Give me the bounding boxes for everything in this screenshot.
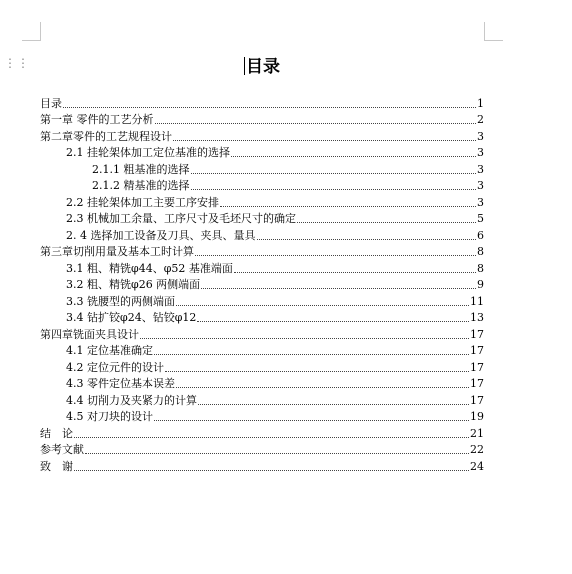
toc-entry-page-number: 8 — [477, 245, 484, 258]
toc-entry[interactable] — [40, 243, 484, 260]
toc-dot-leader — [234, 272, 476, 273]
toc-entry-page-number: 17 — [470, 377, 484, 390]
toc-entry[interactable] — [40, 210, 484, 227]
toc-entry-page-number: 9 — [477, 278, 484, 291]
toc-entry-page-number: 22 — [470, 443, 484, 456]
toc-title-text: 目录 — [246, 57, 280, 77]
toc-entry[interactable] — [40, 276, 484, 293]
toc-entry-page-number: 13 — [470, 311, 484, 324]
toc-entry-label: 4.5 对刀块的设计 — [66, 410, 153, 423]
toc-entry-page-number: 17 — [470, 393, 484, 407]
toc-entry-page-number: 21 — [470, 426, 484, 440]
toc-entry-label: 结 论 — [40, 426, 73, 440]
toc-dot-leader — [176, 387, 469, 388]
toc-entry[interactable] — [40, 226, 484, 243]
toc-entry-page-number: 19 — [470, 410, 484, 423]
toc-dot-leader — [165, 371, 469, 372]
toc-entry-page-number: 3 — [477, 129, 484, 143]
toc-entry-label: 2.1 挂轮架体加工定位基准的选择 — [66, 146, 230, 159]
toc-dot-leader — [197, 321, 469, 322]
toc-entry[interactable] — [40, 177, 484, 194]
toc-entry[interactable] — [40, 375, 484, 392]
toc-dot-leader — [154, 420, 469, 421]
toc-title[interactable] — [0, 56, 524, 78]
toc-entry-page-number: 11 — [470, 294, 484, 308]
toc-dot-leader — [191, 189, 477, 190]
toc-dot-leader — [231, 156, 476, 157]
toc-entry-label: 4.2 定位元件的设计 — [66, 360, 164, 374]
toc-entry-label: 4.1 定位基准确定 — [66, 344, 153, 357]
toc-entry-page-number: 6 — [477, 228, 484, 242]
toc-entry[interactable] — [40, 358, 484, 375]
toc-entry-page-number: 3 — [477, 179, 484, 192]
toc-entry-page-number: 24 — [470, 459, 484, 473]
toc-entry-page-number: 17 — [470, 344, 484, 357]
toc-entry[interactable] — [40, 408, 484, 425]
toc-dot-leader — [191, 173, 477, 174]
toc-dot-leader — [85, 453, 469, 454]
toc-entry[interactable] — [40, 342, 484, 359]
toc-entry-page-number: 2 — [477, 113, 484, 126]
toc-dot-leader — [63, 107, 476, 108]
toc-entry-page-number: 1 — [477, 96, 484, 110]
toc-dot-leader — [201, 288, 476, 289]
toc-entry[interactable] — [40, 193, 484, 210]
toc-entry-page-number: 3 — [477, 146, 484, 159]
toc-entry[interactable] — [40, 309, 484, 326]
toc-entry-label: 第三章切削用量及基本工时计算 — [40, 245, 194, 258]
toc-dot-leader — [140, 338, 469, 339]
table-of-contents — [40, 94, 484, 474]
toc-entry-label: 2.1.1 粗基准的选择 — [92, 162, 190, 176]
page-corner-mark-top-right — [484, 22, 503, 41]
page-corner-mark-top-left — [22, 22, 41, 41]
toc-entry[interactable] — [40, 127, 484, 144]
toc-entry-page-number: 17 — [470, 360, 484, 374]
toc-entry[interactable] — [40, 441, 484, 458]
toc-entry-page-number: 3 — [477, 195, 484, 209]
toc-dot-leader — [74, 437, 469, 438]
toc-entry-label: 4.4 切削力及夹紧力的计算 — [66, 393, 197, 407]
toc-dot-leader — [297, 222, 476, 223]
toc-dot-leader — [154, 354, 469, 355]
toc-entry[interactable] — [40, 325, 484, 342]
toc-entry-label: 2.1.2 精基准的选择 — [92, 179, 190, 192]
toc-entry[interactable] — [40, 144, 484, 161]
table-move-handle-icon[interactable]: ⋮⋮ — [4, 56, 30, 70]
toc-entry[interactable] — [40, 391, 484, 408]
toc-entry-label: 3.1 粗、精铣φ44、φ52 基准端面 — [66, 261, 233, 275]
toc-entry-label: 第四章铣面夹具设计 — [40, 327, 139, 341]
toc-entry-label: 第二章零件的工艺规程设计 — [40, 129, 172, 143]
toc-entry-label: 致 谢 — [40, 459, 73, 473]
toc-entry-label: 2.3 机械加工余量、工序尺寸及毛坯尺寸的确定 — [66, 212, 296, 225]
toc-entry-label: 3.3 铣腰型的两侧端面 — [66, 294, 175, 308]
toc-dot-leader — [257, 239, 477, 240]
toc-entry[interactable] — [40, 292, 484, 309]
toc-entry[interactable] — [40, 457, 484, 474]
toc-entry-page-number: 8 — [477, 261, 484, 275]
toc-dot-leader — [74, 470, 469, 471]
toc-entry-label: 2.2 挂轮架体加工主要工序安排 — [66, 195, 219, 209]
toc-entry-label: 参考文献 — [40, 443, 84, 456]
toc-entry-label: 4.3 零件定位基本误差 — [66, 377, 175, 390]
toc-dot-leader — [220, 206, 476, 207]
toc-dot-leader — [176, 305, 469, 306]
toc-dot-leader — [198, 404, 469, 405]
toc-entry[interactable] — [40, 259, 484, 276]
toc-entry-label: 3.2 粗、精铣φ26 两侧端面 — [66, 278, 201, 291]
toc-entry-label: 3.4 钻扩铰φ24、钻铰φ12 — [66, 311, 197, 324]
toc-entry-page-number: 17 — [470, 327, 484, 341]
toc-entry[interactable] — [40, 94, 484, 111]
toc-entry-page-number: 5 — [477, 212, 484, 225]
toc-entry-label: 目录 — [40, 96, 62, 110]
toc-dot-leader — [195, 255, 476, 256]
toc-dot-leader — [155, 123, 477, 124]
toc-entry[interactable] — [40, 111, 484, 128]
text-cursor — [244, 57, 245, 75]
toc-entry[interactable] — [40, 424, 484, 441]
toc-entry[interactable] — [40, 160, 484, 177]
toc-entry-label: 第一章 零件的工艺分析 — [40, 113, 154, 126]
toc-entry-page-number: 3 — [477, 162, 484, 176]
toc-entry-label: 2. 4 选择加工设备及刀具、夹具、量具 — [66, 228, 256, 242]
toc-dot-leader — [173, 140, 476, 141]
